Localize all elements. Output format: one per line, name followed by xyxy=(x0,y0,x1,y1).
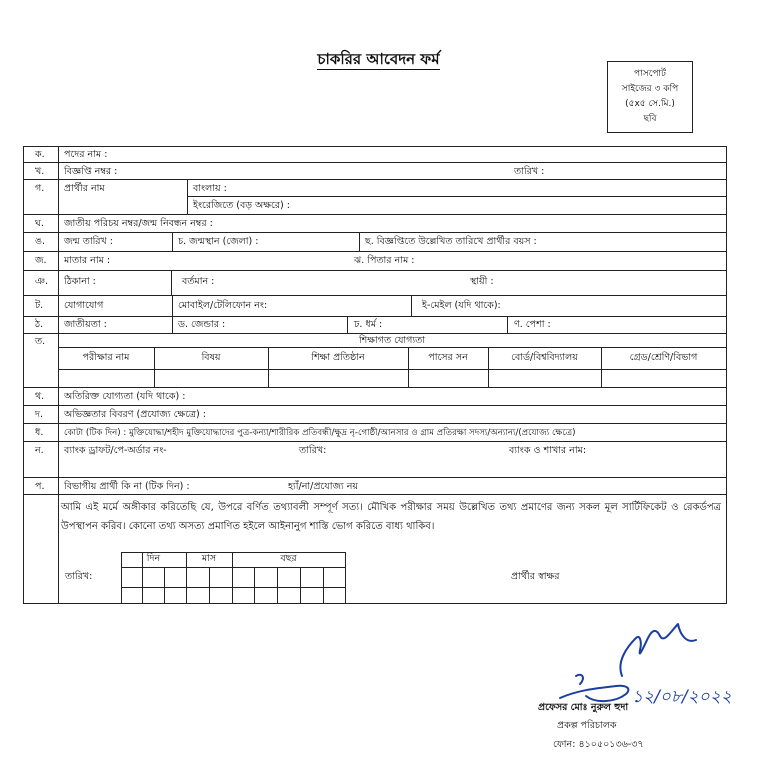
edu-col-year: পাসের সন xyxy=(428,352,468,363)
circular-number-field[interactable]: বিজ্ঞপ্তি নম্বর : xyxy=(64,166,118,177)
mobile-field[interactable]: মোবাইল/টেলিফোন নং: xyxy=(178,300,268,311)
birth-date-field[interactable]: জন্ম তারিখ : xyxy=(64,236,113,247)
age-field[interactable]: ছ. বিজ্ঞপ্তিতে উল্লেখিত তারিখে প্রার্থীর বয়স : xyxy=(365,236,537,247)
row-number: খ. xyxy=(35,166,45,177)
nationality-field[interactable]: জাতীয়তা : xyxy=(64,319,107,330)
occupation-field[interactable]: ণ. পেশা : xyxy=(514,319,551,330)
gender-field[interactable]: ড. জেন্ডার : xyxy=(178,319,226,330)
signatory-name: প্রফেসর মোঃ নুরুল হুদা xyxy=(538,702,629,713)
photo-line: ছবি xyxy=(643,114,657,124)
application-form xyxy=(23,146,727,604)
father-name-field[interactable]: ঝ. পিতার নাম : xyxy=(354,255,415,266)
edu-col-grade: গ্রেড/শ্রেণি/বিভাগ xyxy=(629,352,698,363)
name-bangla-field[interactable]: বাংলায় : xyxy=(193,183,227,194)
row-number: ঞ. xyxy=(35,276,49,287)
applicant-signature-label: প্রার্থীর স্বাক্ষর xyxy=(511,571,560,582)
row-number: ট. xyxy=(35,300,44,311)
handwritten-signature xyxy=(556,616,746,706)
row-number: ঙ. xyxy=(35,236,45,247)
bank-branch-field[interactable]: ব্যাংক ও শাখার নাম: xyxy=(509,445,587,456)
contact-label: যোগাযোগ xyxy=(64,300,104,311)
post-name-field[interactable]: পদের নাম : xyxy=(64,149,108,160)
email-field[interactable]: ই-মেইল (যদি থাকে): xyxy=(422,300,501,311)
permanent-address-field[interactable]: স্থায়ী : xyxy=(470,276,494,287)
date-day-header: দিন xyxy=(146,553,161,564)
mother-name-field[interactable]: মাতার নাম : xyxy=(64,255,111,266)
edu-col-exam: পরীক্ষার নাম xyxy=(82,352,130,363)
signatory-role: প্রকল্প পরিচালক xyxy=(557,720,617,731)
photo-line: পাসপোর্ট xyxy=(634,69,666,79)
address-label: ঠিকানা : xyxy=(64,276,96,287)
departmental-options[interactable]: হ্যাঁ/না/প্রযোজ্য নয় xyxy=(288,481,359,492)
row-number: জ. xyxy=(35,255,47,266)
date-month-header: মাস xyxy=(201,553,217,564)
row-number: থ. xyxy=(35,391,45,402)
bank-draft-date-field[interactable]: তারিখ: xyxy=(299,445,327,456)
signatory-phone: ফোন: ৪১০৫০১৩৬-৩৭ xyxy=(553,739,644,750)
nid-field[interactable]: জাতীয় পরিচয় নম্বর/জন্ম নিবন্ধন নম্বর : xyxy=(64,218,213,229)
extra-qualification-field[interactable]: অতিরিক্ত যোগ্যতা (যদি থাকে) : xyxy=(64,391,186,402)
declaration-text: আমি এই মর্মে অঙ্গীকার করিতেছি যে, উপরে বর্ণিত তথ্যাবলী সম্পূর্ণ সত্য। মৌখিক পরীক্ষার সময় উল্লেখিত তথ্য প্রমাণের জন্য সকল মূল সার্টিফিকেট ও রেকর্ডপত্র উপস্থাপন করিব। কোনো তথ্য অসত্য প্রমাণিত হইলে আইনানুগ শাস্তি ভোগ করিতে বাধ্য থাকিব। xyxy=(61,502,721,532)
signature-date: ১২/০৮/২০২২ xyxy=(632,687,732,706)
row-number: দ. xyxy=(35,409,44,420)
name-english-field[interactable]: ইংরেজিতে (বড় অক্ষরে) : xyxy=(193,200,290,211)
row-number: প. xyxy=(35,481,45,492)
applicant-name-label: প্রার্থীর নাম xyxy=(64,183,105,194)
circular-date-field[interactable]: তারিখ : xyxy=(514,166,545,177)
edu-col-institution: শিক্ষা প্রতিষ্ঠান xyxy=(311,352,365,363)
bank-draft-field[interactable]: ব্যাংক ড্রাফট/পে-অর্ডার নং- xyxy=(64,445,167,456)
experience-field[interactable]: অভিজ্ঞতার বিবরণ (প্রযোজ্য ক্ষেত্রে) : xyxy=(64,409,206,420)
edu-col-board: বোর্ড/বিশ্ববিদ্যালয় xyxy=(511,352,578,363)
photo-line: সাইজের ৩ কপি xyxy=(621,84,679,94)
education-heading: শিক্ষাগত যোগ্যতা xyxy=(358,335,426,346)
row-number: ধ. xyxy=(35,427,44,438)
row-number: গ. xyxy=(35,183,45,194)
edu-col-subject: বিষয় xyxy=(201,352,221,363)
quota-field[interactable]: কোটা (টিক দিন) : মুক্তিযোদ্ধা/শহীদ মুক্তিযোদ্ধাদের পুত্র-কন্যা/শারীরিক প্রতিবন্ধী/ক্ষুদ্র নৃ-গোষ্ঠী/আনসার ও গ্রাম প্রতিরক্ষা সদস্য/অন্যান্য/(প্রযোজ্য ক্ষেত্রে) xyxy=(64,428,576,438)
row-number: ঘ. xyxy=(35,218,44,229)
religion-field[interactable]: ঢ. ধর্ম : xyxy=(354,319,383,330)
row-number: ক. xyxy=(35,149,45,160)
photo-box xyxy=(607,61,693,133)
photo-line: (৫x৫ সে.মি.) xyxy=(625,99,675,109)
form-title: চাকরির আবেদন ফর্ম xyxy=(317,50,440,68)
row-number: ন. xyxy=(35,445,44,456)
date-year-header: বছর xyxy=(280,553,297,564)
departmental-label: বিভাগীয় প্রার্থী কি না (টিক দিন) : xyxy=(64,481,190,492)
declaration-date-label: তারিখ: xyxy=(65,571,93,582)
present-address-field[interactable]: বর্তমান : xyxy=(182,276,215,287)
row-number: ঠ. xyxy=(35,319,44,330)
birthplace-field[interactable]: চ. জন্মস্থান (জেলা) : xyxy=(178,236,259,247)
row-number: ত. xyxy=(35,336,46,347)
